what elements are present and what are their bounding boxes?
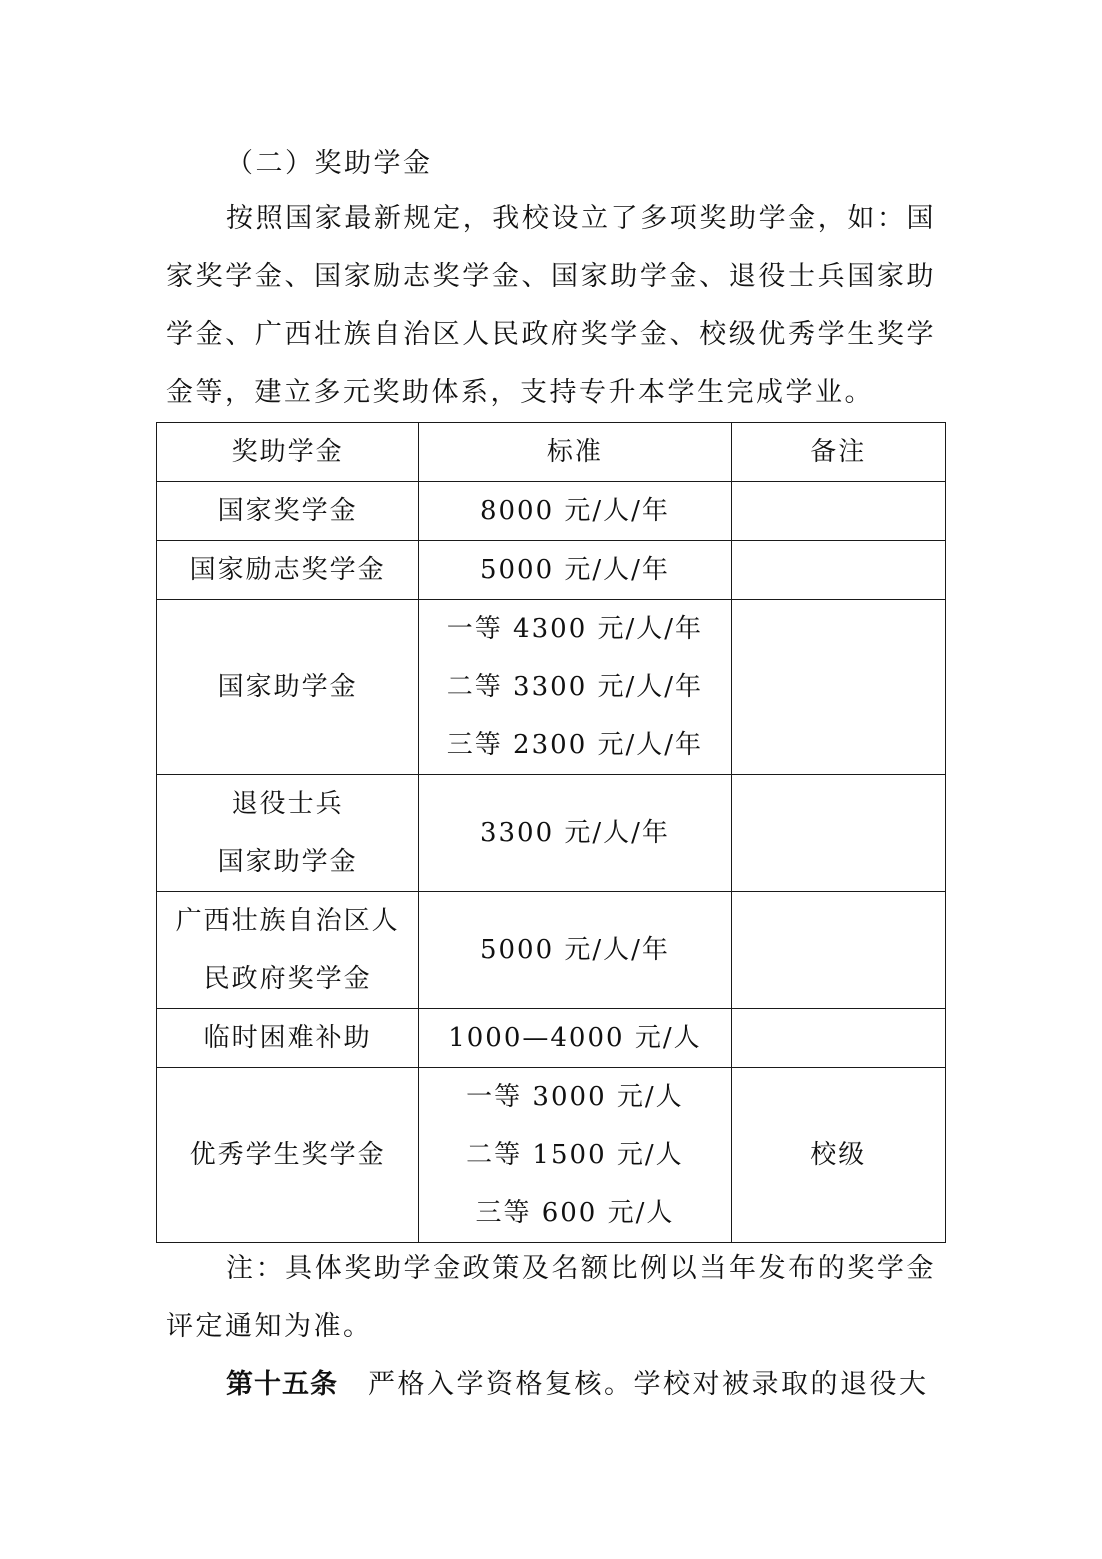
scholarship-standard: 8000 元/人/年 [419, 482, 731, 541]
header-remark: 备注 [731, 423, 945, 482]
header-standard: 标准 [419, 423, 731, 482]
scholarship-table [156, 422, 946, 1243]
scholarship-remark [731, 1009, 945, 1068]
scholarship-remark: 校级 [731, 1068, 945, 1243]
intro-paragraph: 按照国家最新规定，我校设立了多项奖助学金，如：国家奖学金、国家励志奖学金、国家助学金、退役士兵国家助学金、广西壮族自治区人民政府奖学金、校级优秀学生奖学金等，建立多元奖助体系，支持专升本学生完成学业。 [166, 203, 936, 408]
table-header-row [157, 423, 946, 482]
standard-tier-1: 一等 4300 元/人/年 [446, 614, 704, 644]
scholarship-remark [731, 775, 945, 892]
scholarship-remark [731, 541, 945, 600]
scholarship-standard [419, 600, 731, 775]
table-row [157, 775, 946, 892]
article-label: 第十五条 [226, 1369, 338, 1400]
section-heading: （二）奖助学金 [226, 148, 433, 179]
scholarship-standard: 3300 元/人/年 [419, 775, 731, 892]
standard-tier-3: 三等 2300 元/人/年 [446, 730, 704, 760]
scholarship-remark [731, 482, 945, 541]
scholarship-name: 临时困难补助 [157, 1009, 419, 1068]
article-paragraph [166, 1356, 936, 1414]
header-scholarship: 奖助学金 [157, 423, 419, 482]
standard-tier-2: 二等 1500 元/人 [466, 1140, 684, 1170]
standard-tier-2: 二等 3300 元/人/年 [446, 672, 704, 702]
scholarship-remark [731, 600, 945, 775]
scholarship-standard: 1000—4000 元/人 [419, 1009, 731, 1068]
scholarship-name: 国家励志奖学金 [157, 541, 419, 600]
article-text: 严格入学资格复核。学校对被录取的退役大 [368, 1369, 929, 1400]
table-row [157, 541, 946, 600]
standard-tier-3: 三等 600 元/人 [475, 1198, 675, 1228]
scholarship-name: 优秀学生奖学金 [157, 1068, 419, 1243]
table-row [157, 1009, 946, 1068]
note-paragraph: 注：具体奖助学金政策及名额比例以当年发布的奖学金评定通知为准。 [166, 1253, 936, 1342]
standard-tier-1: 一等 3000 元/人 [466, 1082, 684, 1112]
scholarship-remark [731, 892, 945, 1009]
scholarship-name: 广西壮族自治区人 民政府奖学金 [157, 892, 419, 1009]
scholarship-name: 国家助学金 [157, 600, 419, 775]
table-row [157, 600, 946, 775]
table-row [157, 892, 946, 1009]
scholarship-name: 国家奖学金 [157, 482, 419, 541]
table-row [157, 1068, 946, 1243]
table-row [157, 482, 946, 541]
scholarship-standard: 5000 元/人/年 [419, 541, 731, 600]
scholarship-standard [419, 1068, 731, 1243]
scholarship-standard: 5000 元/人/年 [419, 892, 731, 1009]
scholarship-name: 退役士兵 国家助学金 [157, 775, 419, 892]
